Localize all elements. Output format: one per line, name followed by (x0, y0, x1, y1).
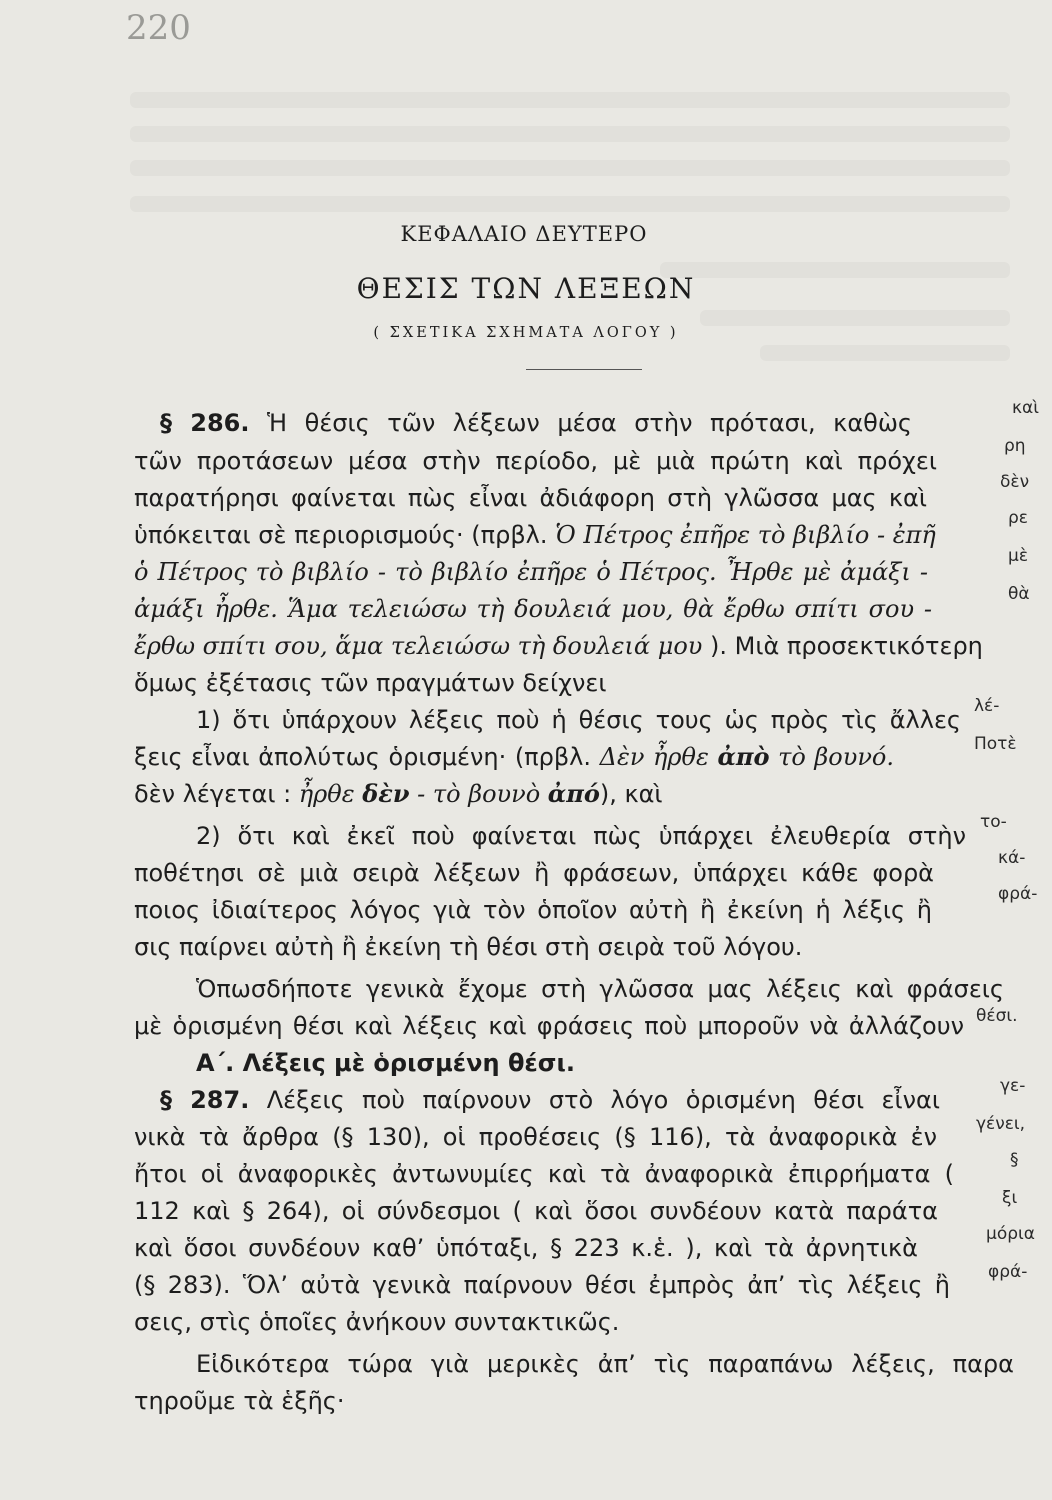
margin-note: γένει, (976, 1114, 1026, 1134)
text-line: ὅμως ἐξέτασις τῶν πραγμάτων δείχνει (134, 669, 607, 697)
text-line: τῶν προτάσεων μέσα στὴν περίοδο, μὲ μιὰ πρώτη καὶ πρόχει (134, 447, 937, 475)
text-line: 112 καὶ § 264), οἱ σύνδεσμοι ( καὶ ὅσοι συνδέουν κατὰ παράτα (134, 1197, 938, 1225)
margin-note: μόρια (986, 1224, 1035, 1244)
text-line: § 286. Ἡ θέσις τῶν λέξεων μέσα στὴν πρότασι, καθὼς (160, 409, 912, 437)
text-line: δὲν λέγεται : ἦρθε δὲν - τὸ βουνὸ ἀπό), καὶ (134, 779, 663, 808)
text-line: ποθέτησι σὲ μιὰ σειρὰ λέξεων ἢ φράσεων, ὑπάρχει κάθε φορὰ (134, 859, 934, 887)
page-number: 220 (126, 8, 191, 48)
text-line: ποιος ἰδιαίτερος λόγος γιὰ τὸν ὁποῖον αὐτὴ ἢ ἐκείνη ἡ λέξις ἢ (134, 896, 932, 924)
section-title: ΘΕΣΙΣ ΤΩΝ ΛΕΞΕΩΝ (356, 272, 696, 305)
title-rule (526, 369, 642, 370)
margin-note: φρά- (988, 1262, 1028, 1282)
text-line: 2) ὅτι καὶ ἐκεῖ ποὺ φαίνεται πὼς ὑπάρχει ἐλευθερία στὴν (196, 822, 966, 850)
margin-note: καὶ (1012, 398, 1039, 418)
text-line: ἤτοι οἱ ἀναφορικὲς ἀντωνυμίες καὶ τὰ ἀναφορικὰ ἐπιρρήματα ( (134, 1160, 954, 1188)
text-line: τηροῦμε τὰ ἑξῆς· (134, 1387, 345, 1415)
text-line: ὑπόκειται σὲ περιορισμούς· (πρβλ. Ὁ Πέτρος ἐπῆρε τὸ βιβλίο - ἐπῆ (134, 521, 936, 549)
margin-note: Ποτὲ (974, 734, 1017, 754)
text-line: (§ 283). Ὅλ’ αὐτὰ γενικὰ παίρνουν θέσι ἐμπρὸς ἀπ’ τὶς λέξεις ἢ (134, 1271, 950, 1299)
margin-note: φρά- (998, 884, 1038, 904)
margin-note: το- (980, 812, 1007, 832)
text-line: ἔρθω σπίτι σου, ἅμα τελειώσω τὴ δουλειά μου ). Μιὰ προσεκτικότερη (134, 632, 983, 660)
margin-note: ξι (1002, 1188, 1018, 1208)
subsection-heading: Α΄. Λέξεις μὲ ὁρισμένη θέσι. (196, 1049, 575, 1077)
margin-note: § (1010, 1150, 1019, 1170)
chapter-title: ΚΕΦΑΛΑΙΟ ΔΕΥΤΕΡΟ (400, 222, 648, 246)
margin-note: λέ- (974, 696, 1000, 716)
text-line: σεις, στὶς ὁποῖες ἀνήκουν συντακτικῶς. (134, 1308, 620, 1336)
margin-note: κά- (998, 848, 1026, 868)
text-line: νικὰ τὰ ἄρθρα (§ 130), οἱ προθέσεις (§ 116), τὰ ἀναφορικὰ ἐν (134, 1123, 937, 1151)
text-line: παρατήρησι φαίνεται πὼς εἶναι ἀδιάφορη στὴ γλῶσσα μας καὶ (134, 484, 927, 512)
margin-note: θὰ (1008, 584, 1030, 604)
text-line: ξεις εἶναι ἀπολύτως ὁρισμένη· (πρβλ. Δὲν ἦρθε ἀπὸ τὸ βουνό. (134, 742, 895, 771)
section-mark: § 287. (160, 1086, 250, 1114)
margin-note: γε- (1000, 1076, 1026, 1096)
text-line: Εἰδικότερα τώρα γιὰ μερικὲς ἀπ’ τὶς παραπάνω λέξεις, παρα (196, 1350, 1014, 1378)
text-line: ὁ Πέτρος τὸ βιβλίο - τὸ βιβλίο ἐπῆρε ὁ Πέτρος. Ἦρθε μὲ ἀμάξι - (134, 558, 928, 586)
section-subtitle: ( ΣΧΕΤΙΚΑ ΣΧΗΜΑΤΑ ΛΟΓΟΥ ) (373, 325, 679, 341)
text-line: 1) ὅτι ὑπάρχουν λέξεις ποὺ ἡ θέσις τους ὡς πρὸς τὶς ἄλλες (196, 706, 961, 734)
text-line: Ὁπωσδήποτε γενικὰ ἔχομε στὴ γλῶσσα μας λέξεις καὶ φράσεις (196, 975, 1004, 1003)
text-line: μὲ ὁρισμένη θέσι καὶ λέξεις καὶ φράσεις ποὺ μποροῦν νὰ ἀλλάζουν (134, 1012, 964, 1040)
section-mark: § 286. (160, 409, 250, 437)
margin-note: ρε (1008, 508, 1028, 528)
text-line: § 287. Λέξεις ποὺ παίρνουν στὸ λόγο ὁρισμένη θέσι εἶναι (160, 1086, 940, 1114)
margin-note: δὲν (1000, 472, 1030, 492)
margin-note: μὲ (1008, 546, 1029, 566)
margin-note: θέσι. (976, 1006, 1018, 1026)
text-line: καὶ ὅσοι συνδέουν καθ’ ὑπόταξι, § 223 κ.ἑ. ), καὶ τὰ ἀρνητικὰ (134, 1234, 918, 1262)
margin-note: ρη (1004, 436, 1026, 456)
text-line: ἀμάξι ἦρθε. Ἅμα τελειώσω τὴ δουλειά μου, θὰ ἔρθω σπίτι σου - (134, 595, 932, 623)
text-line: σις παίρνει αὐτὴ ἢ ἐκείνη τὴ θέσι στὴ σειρὰ τοῦ λόγου. (134, 933, 803, 961)
